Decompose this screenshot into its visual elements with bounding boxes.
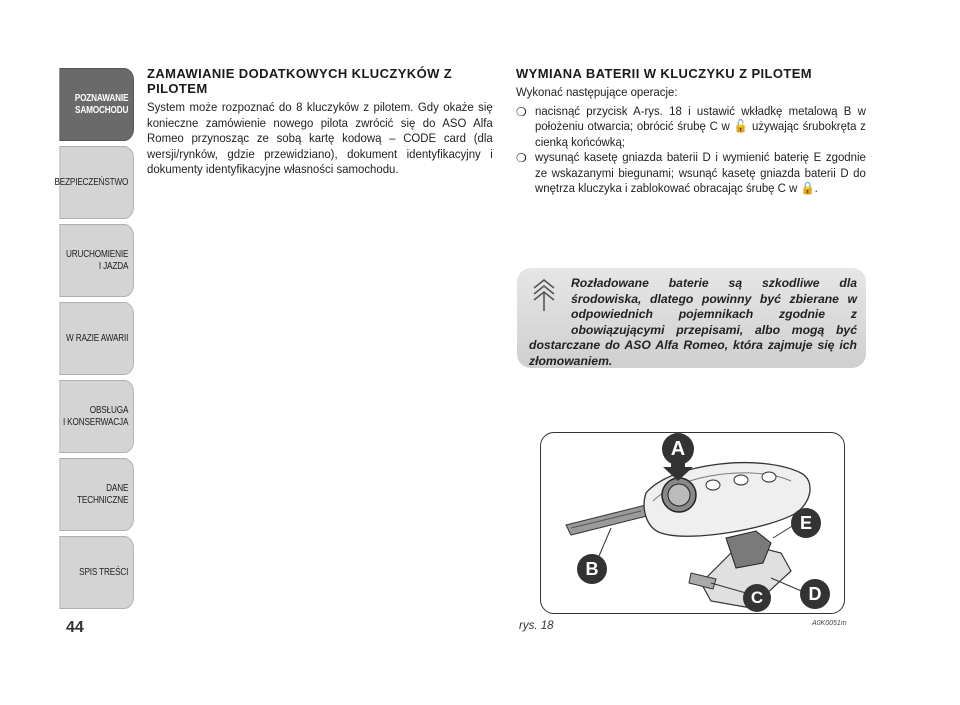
label-c	[743, 584, 771, 612]
label-b	[577, 554, 607, 584]
list-item	[516, 104, 868, 151]
tab-uruchomienie-i-jazda[interactable]	[59, 224, 134, 297]
tab-poznawanie-samochodu[interactable]	[59, 68, 134, 141]
tab-label: SPIS TREŚCI	[79, 566, 129, 578]
tab-label: OBSŁUGA I KONSERWACJA	[62, 404, 129, 428]
label-e-text: E	[799, 512, 812, 533]
tab-obsluga-i-konserwacja[interactable]	[59, 380, 134, 453]
label-a-text: A	[670, 437, 686, 460]
tab-w-razie-awarii[interactable]	[59, 302, 134, 375]
list-item-text: nacisnąć przycisk A-rys. 18 i ustawić wkładkę metalową B w położeniu otwarcia; obrócić śrubę C w 🔓 używając śrubokręta z cienką końcówką;	[535, 103, 866, 149]
tab-label: W RAZIE AWARII	[66, 332, 129, 344]
instruction-list	[516, 104, 868, 197]
section-intro: Wykonać następujące operacje:	[516, 85, 678, 99]
label-d	[800, 579, 830, 609]
label-a	[662, 433, 694, 465]
tab-bezpieczenstwo[interactable]	[54, 146, 134, 219]
warning-text: Rozładowane baterie są szkodliwe dla środowiska, dlatego powinny być zbierane w odpowiednich pojemnikach zgodnie z obowiązującymi przepisami, albo mogą być dostarczane do ASO Alfa Romeo, która zajmuje się ich złomowaniem.	[529, 276, 857, 368]
bullet-circle-icon: ❍	[516, 104, 527, 119]
section-heading-keys: ZAMAWIANIE DODATKOWYCH KLUCZYKÓW Z PILOTEM	[147, 66, 453, 96]
label-d-text: D	[808, 583, 822, 604]
label-c-text: C	[750, 588, 764, 607]
bullet-circle-icon: ❍	[516, 151, 527, 165]
right-column	[516, 66, 868, 197]
list-item	[516, 150, 868, 197]
tab-label: URUCHOMIENIE I JAZDA	[65, 248, 129, 272]
list-item-text: wysunąć kasetę gniazda baterii D i wymienić baterię E zgodnie ze wskazanymi biegunami; wsunąć kasetę gniazda baterii D do wnętrza kluczyka i zablokować obracając śrubę C w 🔒.	[535, 150, 866, 195]
figure-code: A0K0051m	[812, 620, 847, 627]
label-b-text: B	[585, 558, 599, 579]
section-heading-battery: WYMIANA BATERII W KLUCZYKU Z PILOTEM	[516, 66, 813, 81]
tab-dane-techniczne[interactable]	[59, 458, 134, 531]
page-number: 44	[66, 619, 84, 636]
label-e	[791, 508, 821, 538]
tab-label: POZNAWANIE SAMOCHODU	[74, 92, 129, 116]
left-column	[147, 66, 495, 178]
key-illustration	[540, 432, 845, 614]
section-body-keys: System może rozpoznać do 8 kluczyków z pilotem. Gdy okaże się konieczne zamówienie nowego pilota zwrócić się do ASO Alfa Romeo przynosząc ze sobą kartę kodową – CODE card (dla wersji/rynków, gdzie przewidziano), dokument identyfikacyjny i dokumenty identyfikacyjne własności samochodu.	[147, 100, 493, 176]
tab-label: DANE TECHNICZNE	[77, 482, 129, 506]
figure-caption: rys. 18	[519, 620, 554, 632]
tab-label: BEZPIECZEŃSTWO	[54, 176, 129, 188]
tab-spis-tresci[interactable]	[59, 536, 134, 609]
environment-warning-box	[517, 268, 866, 368]
